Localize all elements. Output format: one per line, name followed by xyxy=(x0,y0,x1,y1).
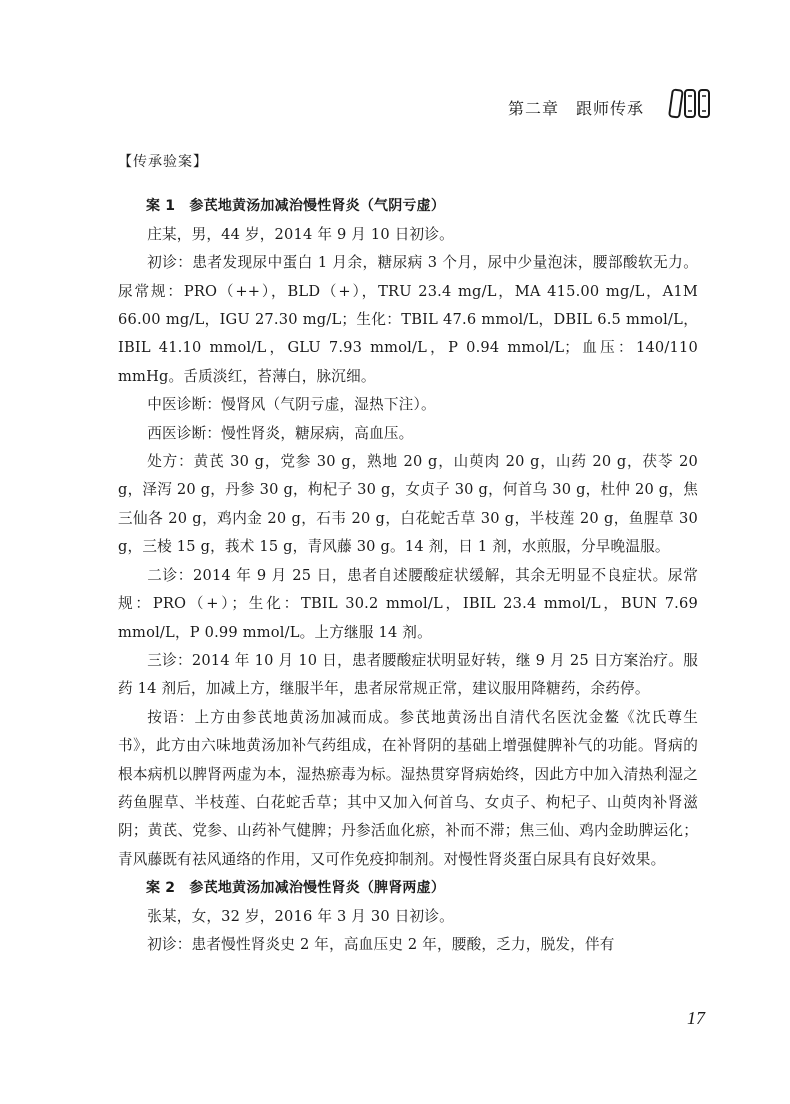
body-paragraph: 三诊：2014 年 10 月 10 日，患者腰酸症状明显好转，继 9 月 25 日方案治疗。服药 14 剂后，加减上方，继服半年，患者尿常规正常，建议服用降糖药，余药停。 xyxy=(118,651,698,698)
body-paragraph: 处方：黄芪 30 g，党参 30 g，熟地 20 g，山萸肉 20 g，山药 20 g，茯苓 20 g，泽泻 20 g，丹参 30 g，枸杞子 30 g，女贞子 30 g，何首乌 30 g，杜仲 20 g，焦三仙各 20 g，鸡内金 20 g，石韦 20 g，白花蛇舌草 30 g，半枝莲 20 g，鱼腥草 30 g，三棱 15 g，莪术 15 g，青风藤 30 g。14 剂，日 1 剂，水煎服，分早晚温服。 xyxy=(118,453,698,556)
body-paragraph: 初诊：患者发现尿中蛋白 1 月余，糖尿病 3 个月，尿中少量泡沫，腰部酸软无力。尿常规：PRO（++），BLD（+），TRU 23.4 mg/L，MA 415.00 mg/L，A1M 66.00 mg/L，IGU 27.30 mg/L；生化：TBIL 47.6 mmol/L，DBIL 6.5 mmol/L，IBIL 41.10 mmol/L，GLU 7.93 mmol/L，P 0.94 mmol/L；血压：140/110 mmHg。舌质淡红，苔薄白，脉沉细。 xyxy=(118,254,698,385)
case-heading: 案 1 参芪地黄汤加减治慢性肾炎（气阴亏虚） xyxy=(146,198,446,215)
section-label: 【传承验案】 xyxy=(118,154,208,170)
books-icon xyxy=(668,86,712,120)
case-heading: 案 2 参芪地黄汤加减治慢性肾炎（脾肾两虚） xyxy=(146,880,446,897)
running-header xyxy=(0,86,790,126)
body-paragraph: 二诊：2014 年 9 月 25 日，患者自述腰酸症状缓解，其余无明显不良症状。尿常规：PRO（+）；生化：TBIL 30.2 mmol/L，IBIL 23.4 mmol/L，BUN 7.69 mmol/L，P 0.99 mmol/L。上方继服 14 剂。 xyxy=(118,566,698,641)
body-paragraph: 按语：上方由参芪地黄汤加减而成。参芪地黄汤出自清代名医沈金鳌《沈氏尊生书》，此方由六味地黄汤加补气药组成，在补肾阴的基础上增强健脾补气的功能。肾病的根本病机以脾肾两虚为本，湿热瘀毒为标。湿热贯穿肾病始终，因此方中加入清热利湿之药鱼腥草、半枝莲、白花蛇舌草；其中又加入何首乌、女贞子、枸杞子、山萸肉补肾滋阴；黄芪、党参、山药补气健脾；丹参活血化瘀，补而不滞；焦三仙、鸡内金助脾运化；青风藤既有祛风通络的作用，又可作免疫抑制剂。对慢性肾炎蛋白尿具有良好效果。 xyxy=(118,708,698,868)
paragraph-list xyxy=(118,192,698,959)
page-body xyxy=(118,148,698,959)
body-paragraph: 西医诊断：慢性肾炎，糖尿病，高血压。 xyxy=(147,424,414,442)
body-paragraph: 中医诊断：慢肾风（气阴亏虚，湿热下注）。 xyxy=(147,396,436,414)
chapter-title: 第二章 跟师传承 xyxy=(507,99,644,118)
page-number: 17 xyxy=(687,1008,705,1028)
body-paragraph: 张某，女，32 岁，2016 年 3 月 30 日初诊。 xyxy=(147,907,454,925)
body-paragraph: 庄某，男，44 岁，2014 年 9 月 10 日初诊。 xyxy=(147,225,454,243)
body-paragraph: 初诊：患者慢性肾炎史 2 年，高血压史 2 年，腰酸，乏力，脱发，伴有 xyxy=(147,935,615,953)
